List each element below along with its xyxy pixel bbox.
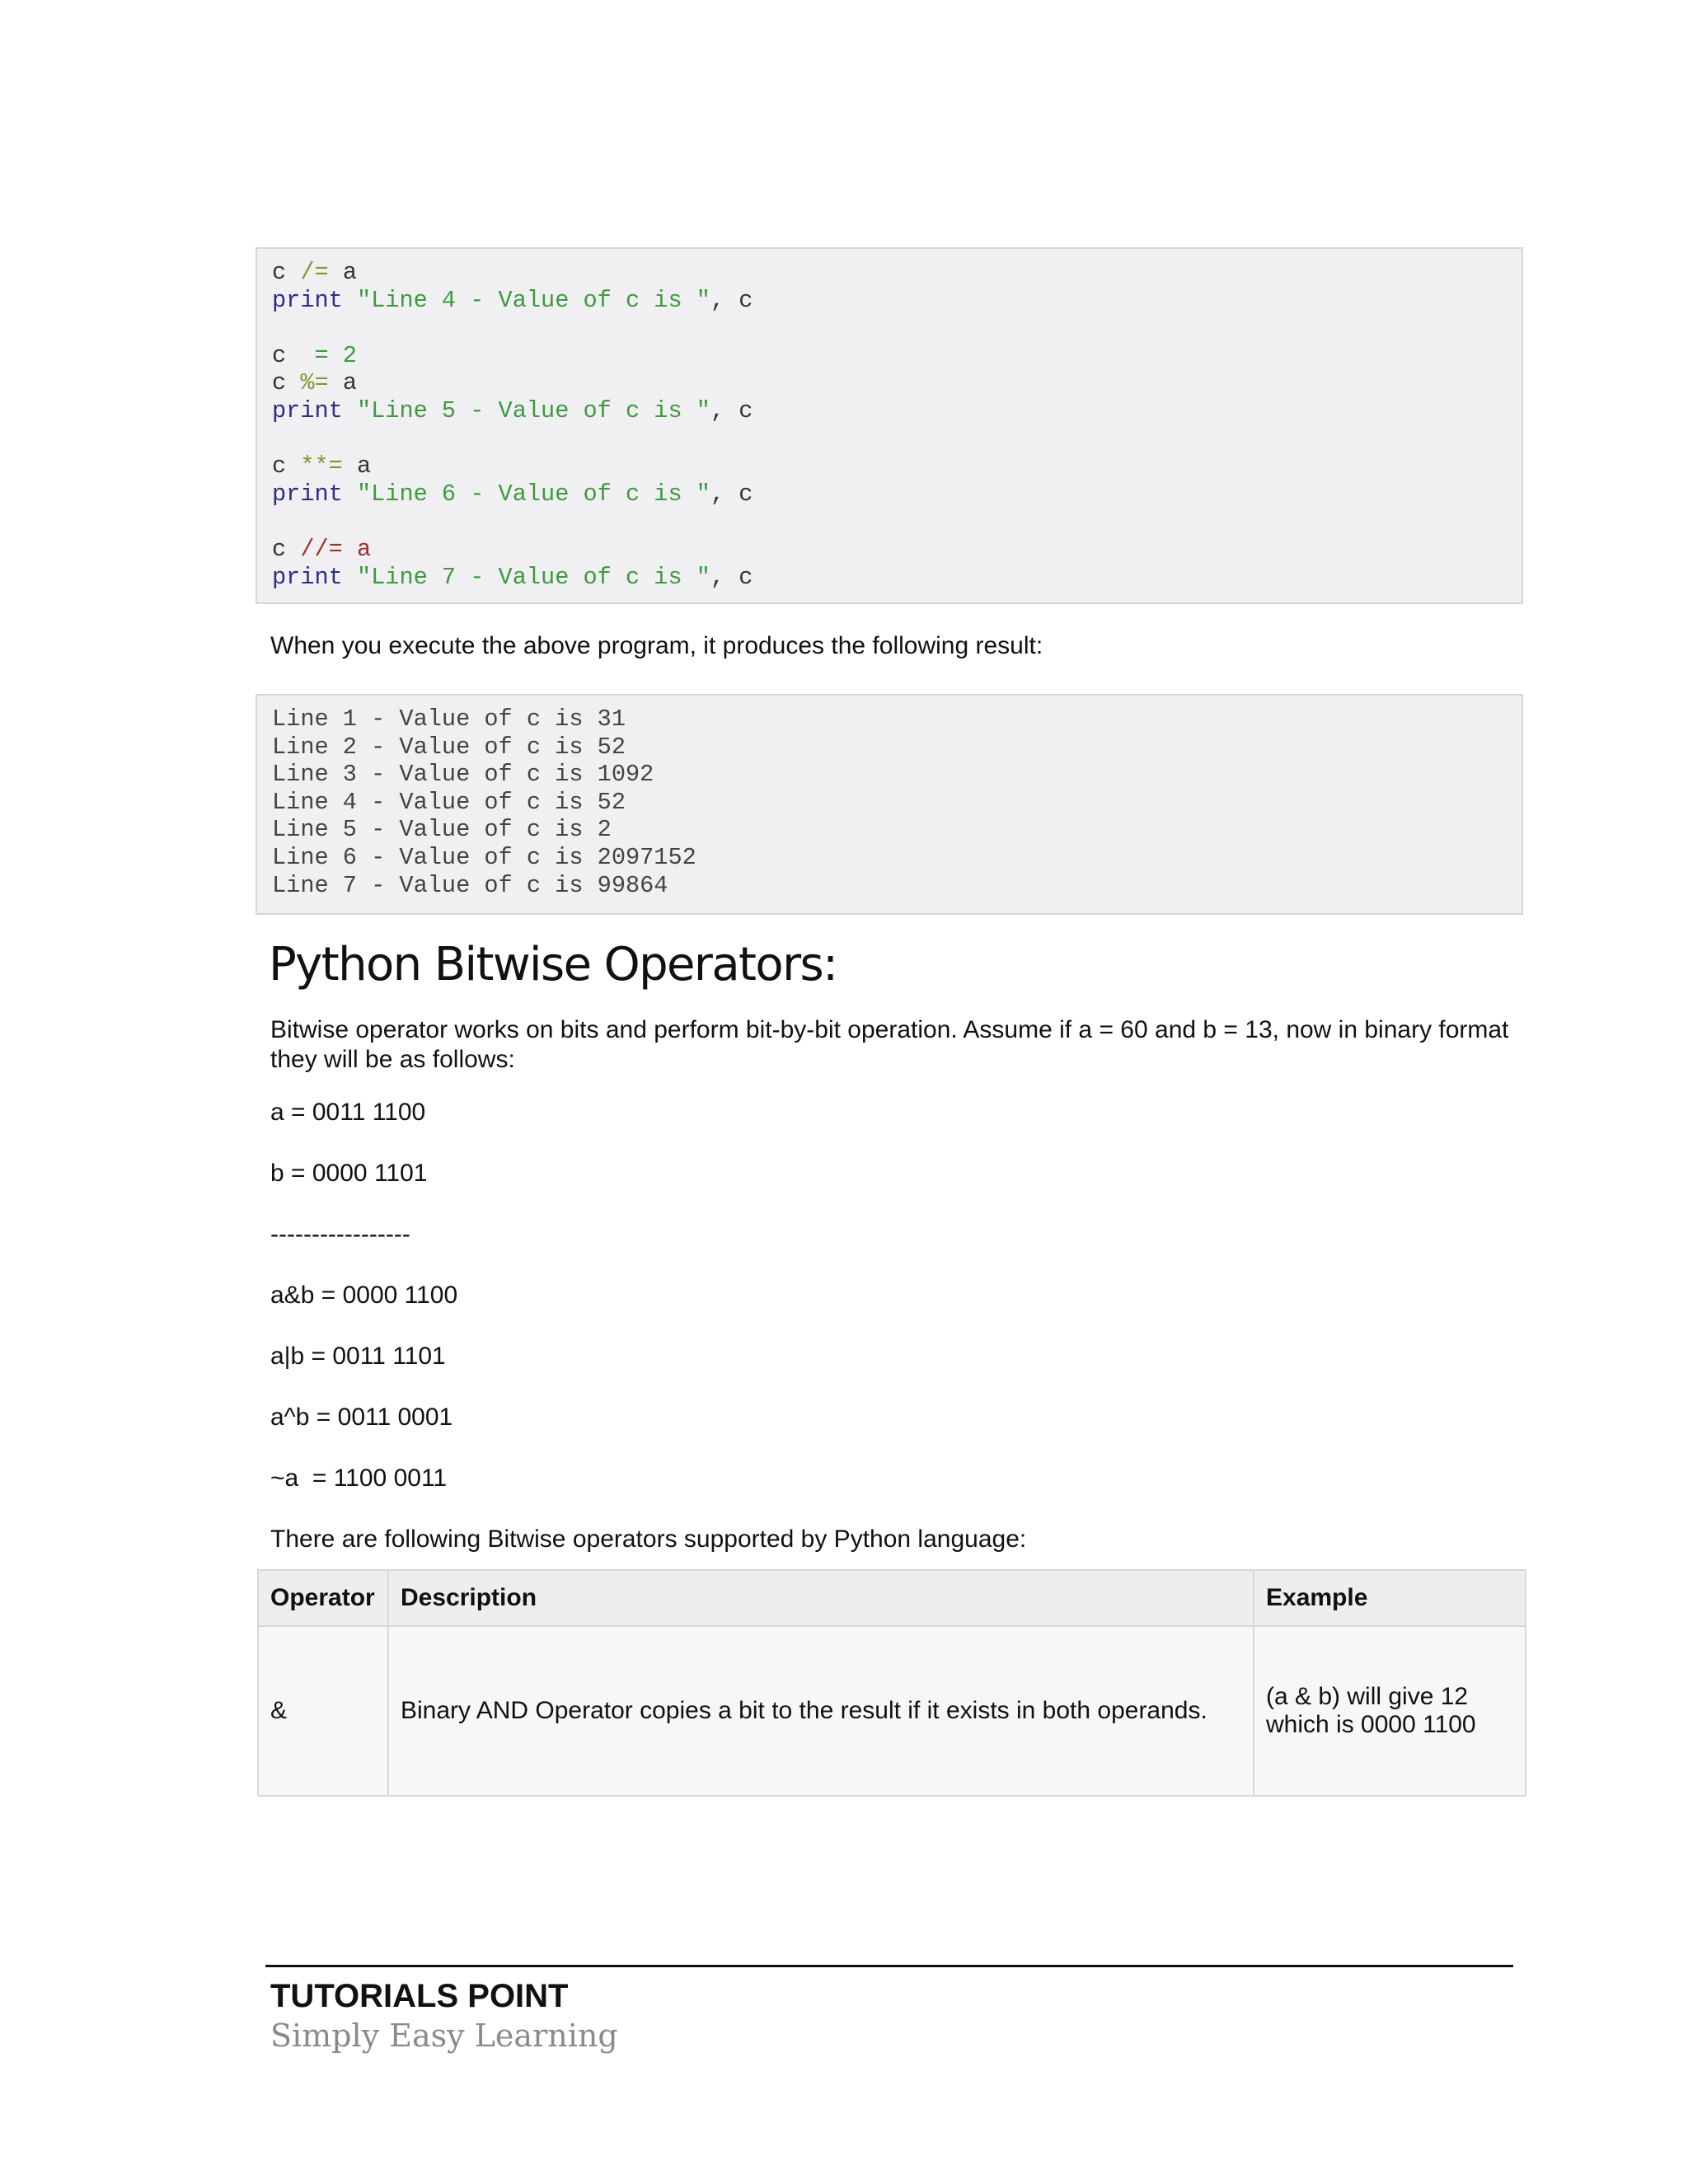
code-token: a: [342, 452, 372, 480]
code-line: [272, 480, 1507, 509]
intro-paragraph: Bitwise operator works on bits and perform bit-by-bit operation. Assume if a = 60 and b = 13, now in binary format they will be as follows:: [270, 1016, 1509, 1073]
footer-brand: TUTORIALS POINT: [270, 1978, 569, 2014]
binary-divider: -----------------: [270, 1221, 410, 1248]
bitwise-operators-table: [257, 1569, 1526, 1797]
code-line: [272, 342, 1507, 370]
cell-operator: &: [258, 1626, 388, 1796]
code-token: , c: [710, 480, 753, 508]
code-string: "Line 4 - Value of c is ": [356, 286, 710, 314]
cell-example: [1254, 1626, 1526, 1796]
code-token: a: [328, 369, 357, 397]
code-token: c: [272, 341, 315, 369]
code-space: [343, 287, 357, 314]
code-string: "Line 6 - Value of c is ": [356, 480, 710, 508]
code-token: , c: [710, 286, 753, 314]
output-line: Line 7 - Value of c is 99864: [272, 871, 668, 899]
code-token: c: [272, 369, 301, 397]
code-line: [272, 536, 1507, 564]
code-keyword: print: [272, 286, 343, 314]
binary-b: b = 0000 1101: [270, 1160, 428, 1187]
section-heading: Python Bitwise Operators:: [269, 938, 837, 991]
code-operator: /=: [300, 259, 329, 286]
code-snippet: [256, 247, 1523, 604]
code-token: c: [272, 259, 301, 286]
code-space: [343, 480, 357, 508]
header-example: Example: [1254, 1570, 1526, 1626]
output-line: Line 2 - Value of c is 52: [272, 733, 626, 761]
code-operator: %=: [300, 369, 329, 397]
code-line: [272, 259, 1507, 287]
program-output: [256, 694, 1523, 915]
result-intro-text: When you execute the above program, it produces the following result:: [270, 632, 1043, 659]
code-operator: **=: [300, 452, 343, 480]
code-string: "Line 5 - Value of c is ": [356, 396, 710, 424]
code-line: [272, 564, 1507, 592]
code-assignment: = 2: [314, 341, 357, 369]
table-header-row: [258, 1570, 1526, 1626]
code-space: [343, 564, 357, 591]
binary-not: ~a = 1100 0011: [270, 1465, 448, 1492]
code-blank-line: [272, 314, 1507, 342]
code-keyword: print: [272, 396, 343, 424]
code-line: [272, 397, 1507, 425]
table-row: [258, 1626, 1526, 1796]
output-line: Line 1 - Value of c is 31: [272, 705, 626, 733]
code-token: , c: [710, 396, 753, 424]
binary-a: a = 0011 1100: [270, 1099, 426, 1126]
example-line: which is 0000 1100: [1266, 1711, 1476, 1738]
output-line: Line 3 - Value of c is 1092: [272, 761, 654, 789]
header-operator: Operator: [258, 1570, 388, 1626]
code-line: [272, 452, 1507, 480]
code-line: [272, 287, 1507, 315]
binary-xor: a^b = 0011 0001: [270, 1404, 453, 1431]
code-token: a: [328, 259, 357, 286]
code-keyword: print: [272, 563, 343, 591]
footer-divider: [265, 1965, 1513, 1967]
binary-and: a&b = 0000 1100: [270, 1282, 458, 1309]
code-space: [343, 397, 357, 424]
footer-tagline: Simply Easy Learning: [270, 2018, 618, 2054]
code-line: [272, 369, 1507, 397]
output-line: Line 6 - Value of c is 2097152: [272, 843, 696, 871]
example-line: (a & b) will give 12: [1266, 1683, 1469, 1710]
code-token: c: [272, 535, 301, 563]
table-intro-text: There are following Bitwise operators supported by Python language:: [270, 1526, 1027, 1553]
output-line: Line 5 - Value of c is 2: [272, 816, 612, 844]
binary-or: a|b = 0011 1101: [270, 1343, 446, 1370]
code-token: , c: [710, 563, 753, 591]
code-blank-line: [272, 425, 1507, 453]
cell-description: Binary AND Operator copies a bit to the result if it exists in both operands.: [388, 1626, 1254, 1796]
code-string: "Line 7 - Value of c is ": [356, 563, 710, 591]
output-line: Line 4 - Value of c is 52: [272, 788, 626, 816]
code-keyword: print: [272, 480, 343, 508]
code-operator: //= a: [300, 535, 372, 563]
code-token: c: [272, 452, 301, 480]
header-description: Description: [388, 1570, 1254, 1626]
code-blank-line: [272, 508, 1507, 536]
